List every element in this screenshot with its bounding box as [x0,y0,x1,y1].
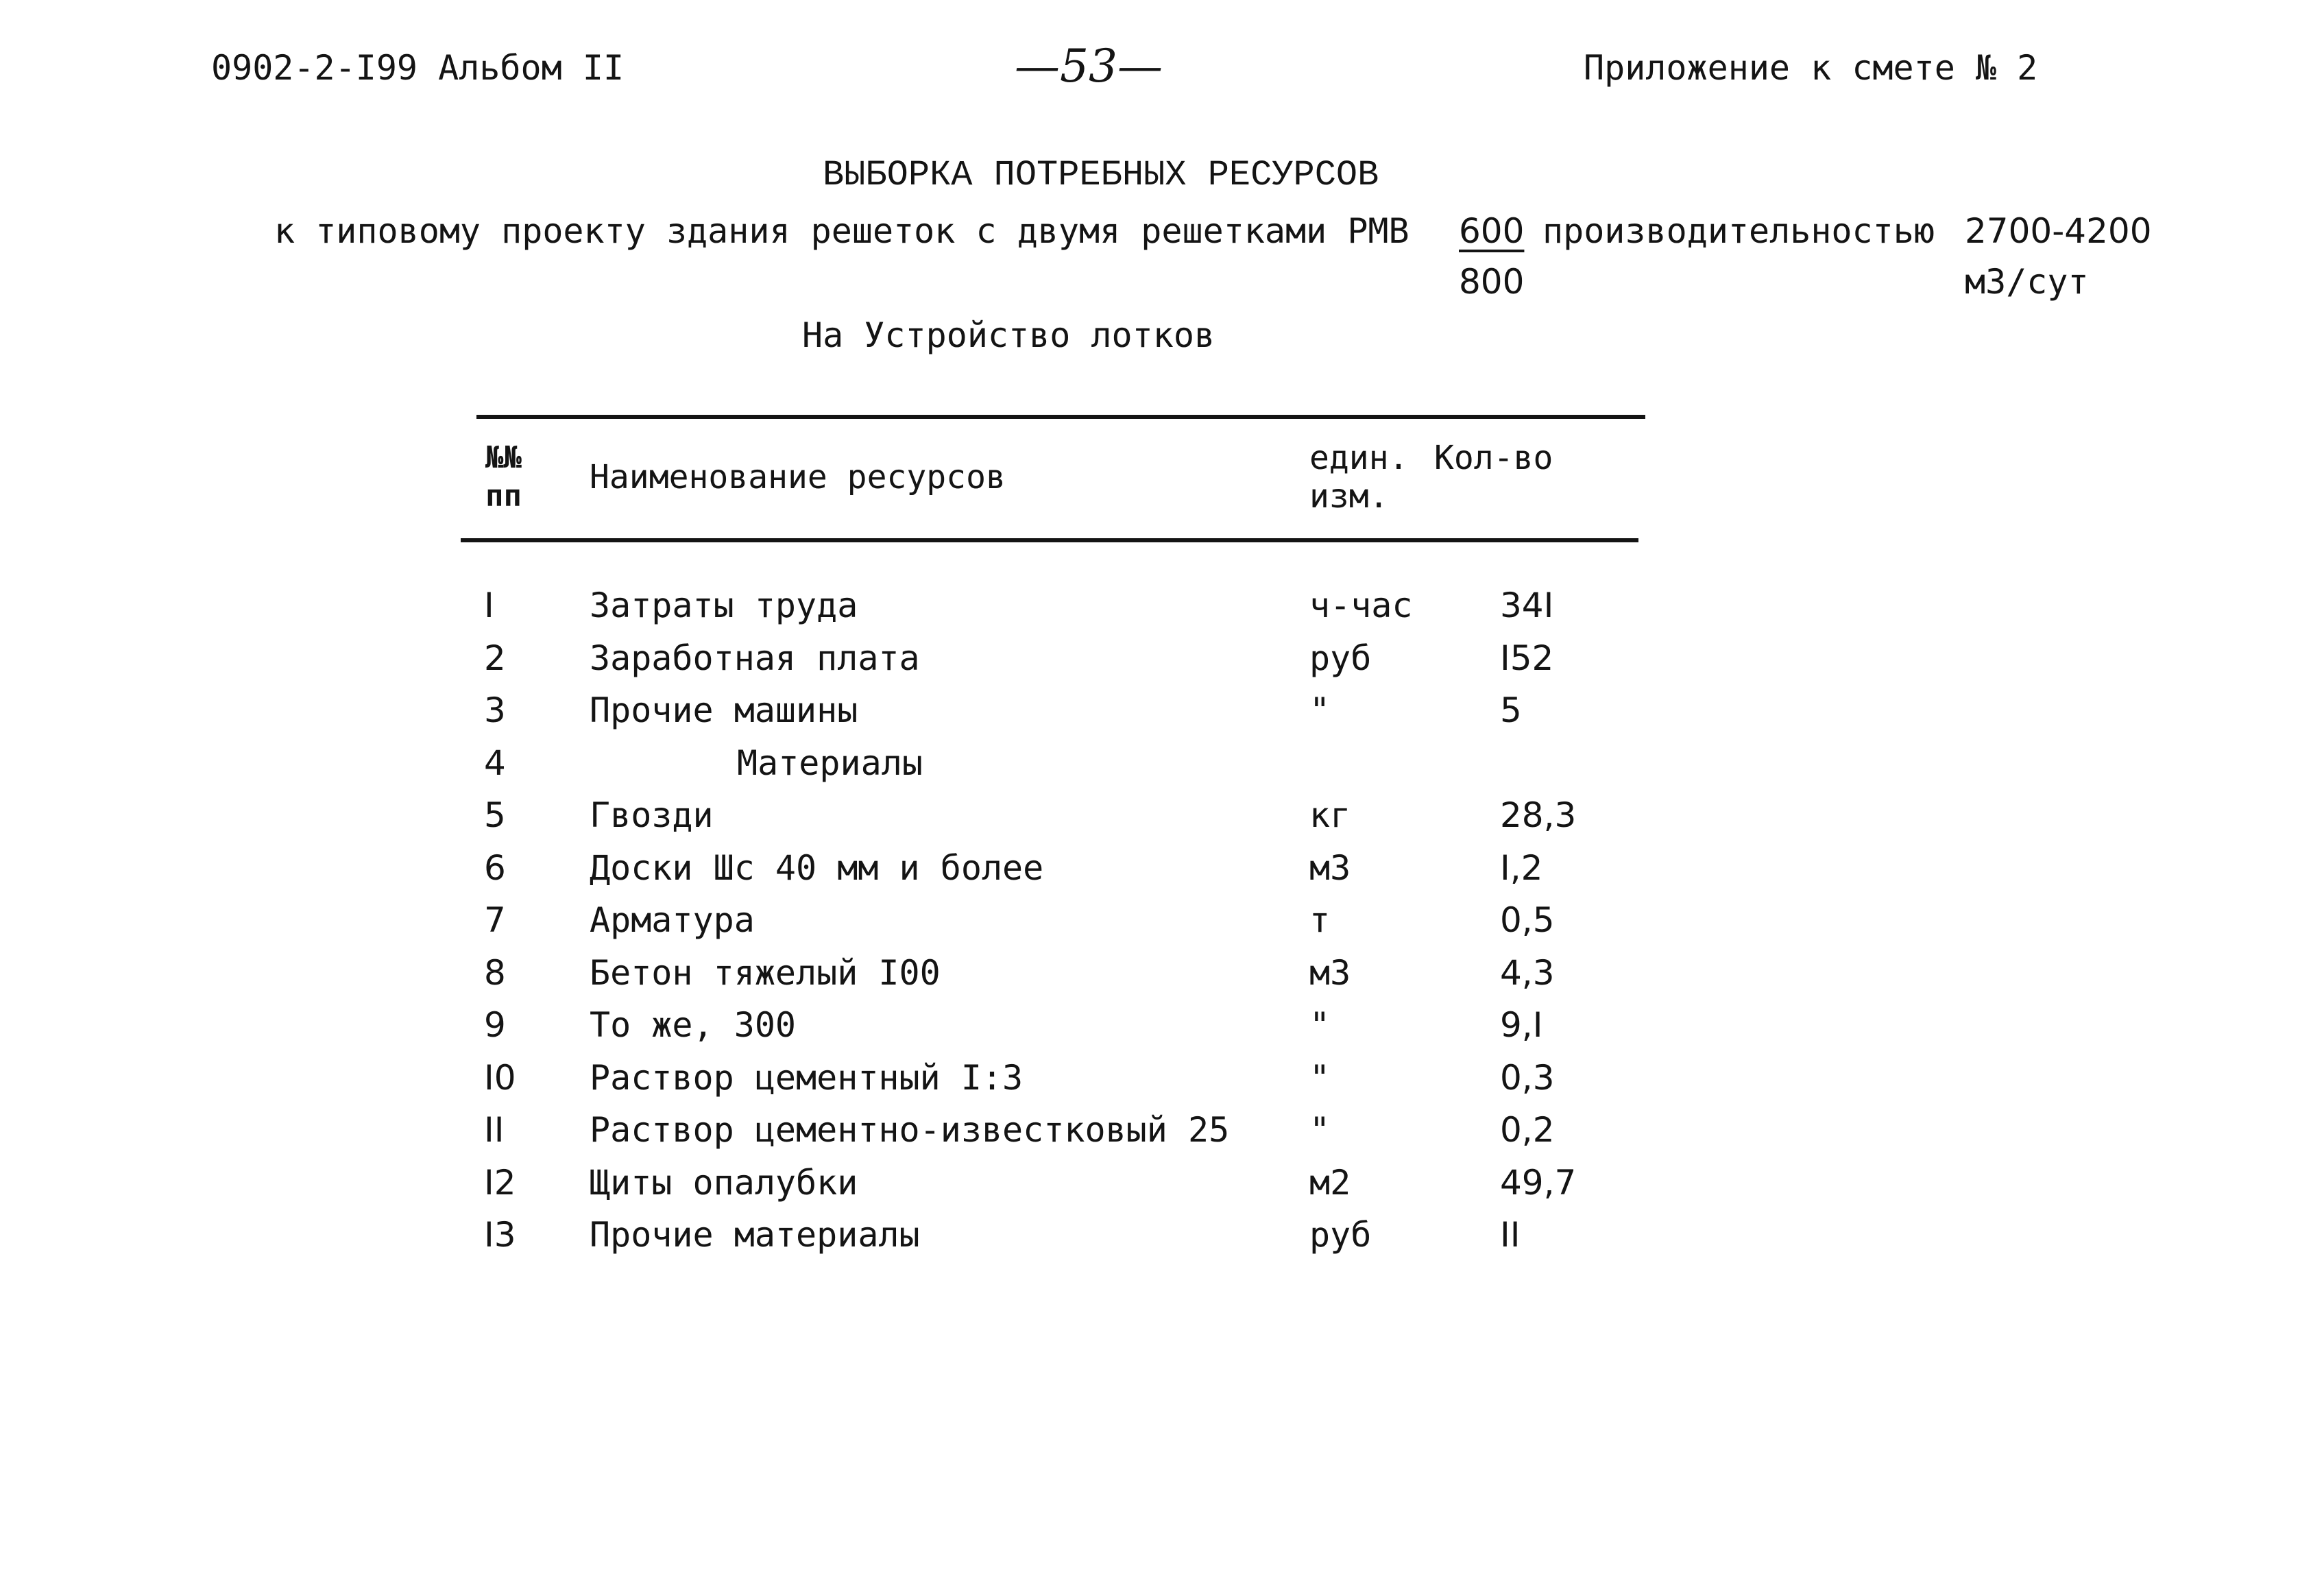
row-resource-name: Гвозди [590,795,714,835]
table-row [0,1104,2324,1156]
row-quantity: II [1500,1215,1521,1255]
header-unit: един. изм. [1309,439,1409,516]
row-resource-name: Бетон тяжелый I00 [590,953,941,993]
row-number: II [484,1110,505,1150]
row-number: 5 [484,795,506,835]
table-row [0,894,2324,946]
appendix-label: Приложение к смете № 2 [1584,48,2038,88]
fraction-numerator: 600 [1459,211,1525,251]
page-number: —53— [1015,40,1163,93]
header-resource-name: Наименование ресурсов [590,458,1006,496]
row-resource-name: Затраты труда [590,586,858,625]
row-unit: ч-час [1309,586,1413,625]
row-unit: м3 [1309,848,1351,888]
row-number: 9 [484,1005,506,1045]
row-quantity: 4,3 [1500,953,1555,993]
row-number: 7 [484,900,506,940]
row-number: 2 [484,638,506,678]
row-quantity: 0,2 [1500,1110,1555,1150]
row-resource-name: Раствор цементный I:3 [590,1058,1024,1098]
row-quantity: 0,5 [1500,900,1555,940]
row-number: 4 [484,743,506,783]
row-number: 3 [484,690,506,730]
subtitle-text: к типовому проекту здания решеток с двумя решетками РМВ [274,211,1409,251]
row-quantity: 5 [1500,690,1522,730]
table-top-rule [476,415,1645,419]
row-quantity: I,2 [1500,848,1543,888]
row-resource-name: То же, 300 [590,1005,797,1045]
productivity-unit: м3/сут [1965,262,2089,302]
row-unit: " [1309,690,1331,730]
table-header-rule [461,538,1638,542]
document-code: 0902-2-I99 Альбом II [211,48,625,88]
row-quantity: 34I [1500,586,1554,625]
table-row [0,789,2324,841]
table-row [0,1052,2324,1104]
row-unit: руб [1309,638,1372,678]
row-unit: " [1309,1058,1331,1098]
row-number: I [484,586,494,625]
row-unit: т [1309,900,1331,940]
row-resource-name: Прочие машины [590,690,858,730]
row-number: I2 [484,1163,516,1203]
row-unit: м3 [1309,953,1351,993]
row-quantity: 9,I [1500,1005,1543,1045]
table-row [0,579,2324,631]
row-resource-name: Материалы [737,743,923,783]
table-row [0,999,2324,1051]
row-unit: кг [1309,795,1351,835]
table-row [0,737,2324,789]
row-unit: м2 [1309,1163,1351,1203]
row-quantity: 0,3 [1500,1058,1555,1098]
row-resource-name: Щиты опалубки [590,1163,858,1203]
subtitle-productivity: производительностью [1542,211,1935,251]
row-unit: " [1309,1110,1331,1150]
section-title: На Устройство лотков [802,315,1215,355]
row-number: I0 [484,1058,516,1098]
row-quantity: 49,7 [1500,1163,1577,1203]
row-number: 8 [484,953,506,993]
table-row [0,684,2324,736]
fraction-denominator: 800 [1459,262,1525,302]
header-number: №№ пп [485,440,522,514]
document-title: ВЫБОРКА ПОТРЕБНЫХ РЕСУРСОВ [823,155,1379,195]
table-row [0,632,2324,684]
row-quantity: I52 [1500,638,1554,678]
table-row [0,947,2324,999]
table-row [0,842,2324,894]
row-unit: руб [1309,1215,1372,1255]
table-row [0,1209,2324,1261]
row-resource-name: Доски Шс 40 мм и более [590,848,1044,888]
row-resource-name: Арматура [590,900,755,940]
row-resource-name: Раствор цементно-известковый 25 [590,1110,1230,1150]
table-row [0,1157,2324,1209]
header-quantity: Кол-во [1434,439,1553,477]
row-number: 6 [484,848,506,888]
productivity-range: 2700-4200 [1965,211,2152,251]
row-resource-name: Прочие материалы [590,1215,920,1255]
row-quantity: 28,3 [1500,795,1577,835]
row-unit: " [1309,1005,1331,1045]
row-number: I3 [484,1215,516,1255]
row-resource-name: Заработная плата [590,638,920,678]
